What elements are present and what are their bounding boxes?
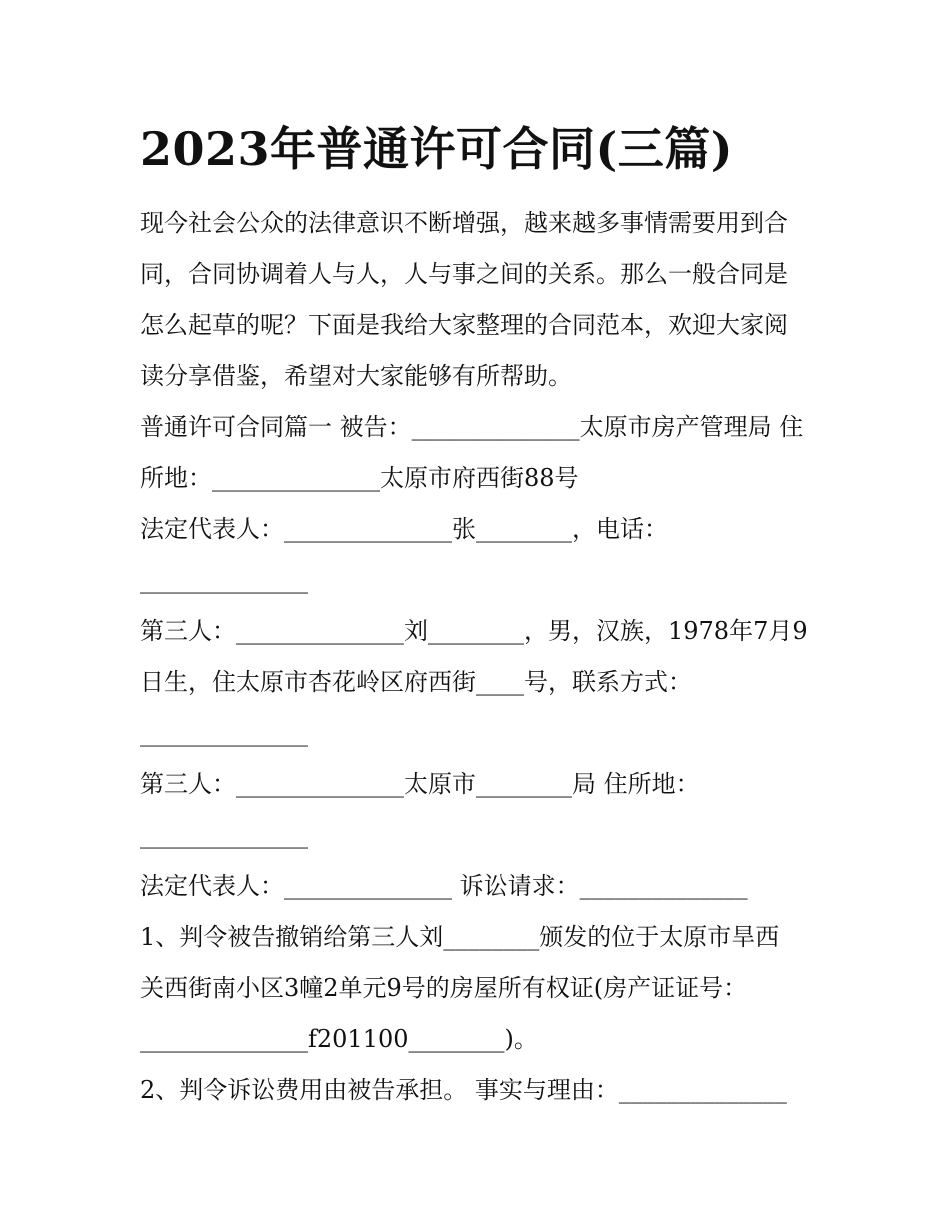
body-line: ______________ <box>140 821 308 849</box>
body-line: 第三人：______________太原市________局 住所地： <box>140 770 700 798</box>
body-line: ______________ <box>140 566 308 594</box>
document-body <box>140 198 820 1116</box>
body-line: 法定代表人：______________ 诉讼请求：______________ <box>140 872 748 900</box>
body-line: ______________f201100________)。 <box>140 1025 538 1053</box>
body-line: 2、判令诉讼费用由被告承担。 事实与理由：______________ <box>140 1076 787 1104</box>
body-line: 现今社会公众的法律意识不断增强，越来越多事情需要用到合 <box>140 209 788 237</box>
body-line: 同，合同协调着人与人，人与事之间的关系。那么一般合同是 <box>140 260 788 288</box>
body-line: 所地：______________太原市府西街88号 <box>140 464 579 492</box>
body-line: 日生，住太原市杏花岭区府西街____号，联系方式： <box>140 668 692 696</box>
document-title: 2023年普通许可合同(三篇) <box>140 122 734 176</box>
body-line: 怎么起草的呢？下面是我给大家整理的合同范本，欢迎大家阅 <box>140 311 788 339</box>
body-line: 关西街南小区3幢2单元9号的房屋所有权证(房产证证号： <box>140 974 748 1002</box>
body-line: 第三人：______________刘________，男，汉族，1978年7月9 <box>140 617 808 645</box>
body-line: 普通许可合同篇一 被告：______________太原市房产管理局 住 <box>140 413 804 441</box>
body-line: ______________ <box>140 719 308 747</box>
body-line: 读分享借鉴，希望对大家能够有所帮助。 <box>140 362 572 390</box>
body-line: 法定代表人：______________张________，电话： <box>140 515 668 543</box>
body-line: 1、判令被告撤销给第三人刘________颁发的位于太原市旱西 <box>140 923 780 951</box>
